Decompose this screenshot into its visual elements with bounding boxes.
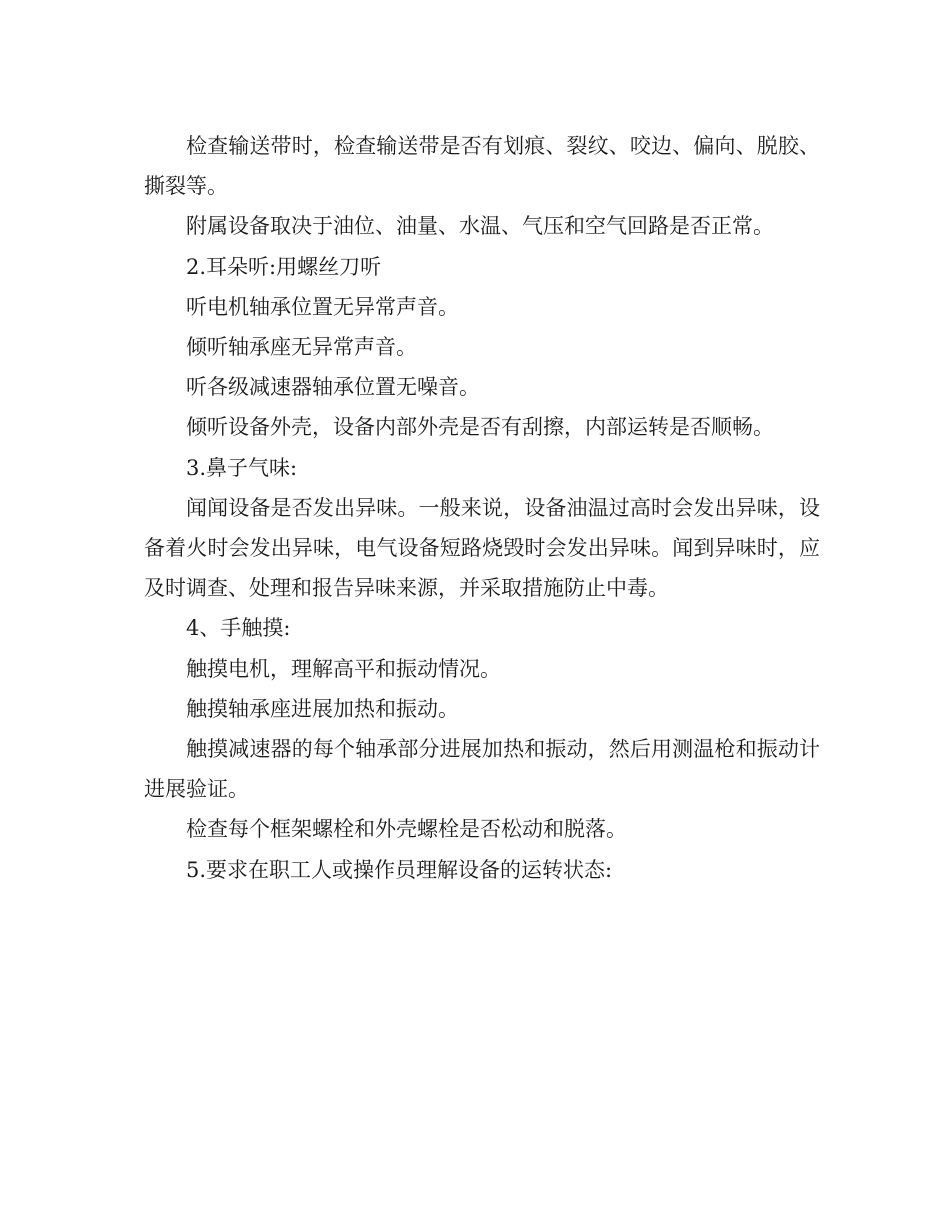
paragraph-touch-reducer: 触摸减速器的每个轴承部分进展加热和振动，然后用测温枪和振动计进展验证。 (144, 737, 820, 802)
heading-hand-touch: 4、手触摸: (186, 616, 291, 641)
paragraph-housing-listen: 倾听设备外壳，设备内部外壳是否有刮擦，内部运转是否顺畅。 (186, 415, 774, 440)
paragraph-auxiliary-equipment: 附属设备取决于油位、油量、水温、气压和空气回路是否正常。 (186, 214, 774, 239)
paragraph-reducer-bearing-noise: 听各级减速器轴承位置无噪音。 (186, 375, 480, 400)
heading-ear-listen: 2.耳朵听:用螺丝刀听 (186, 254, 382, 279)
heading-nose-smell: 3.鼻子气味: (186, 455, 298, 480)
heading-operator-status: 5.要求在职工人或操作员理解设备的运转状态: (186, 857, 613, 882)
paragraph-check-bolts: 检查每个框架螺栓和外壳螺栓是否松动和脱落。 (186, 817, 627, 842)
paragraph-smell-odor: 闻闻设备是否发出异味。一般来说，设备油温过高时会发出异味，设备着火时会发出异味，电气设备短路烧毁时会发出异味。闻到异味时，应及时调查、处理和报告异味来源，并采取措施防止中毒。 (144, 495, 820, 601)
paragraph-touch-motor: 触摸电机，理解高平和振动情况。 (186, 656, 501, 681)
paragraph-bearing-seat-sound: 倾听轴承座无异常声音。 (186, 335, 417, 360)
document-body (144, 126, 820, 890)
paragraph-conveyor-belt-check: 检查输送带时，检查输送带是否有划痕、裂纹、咬边、偏向、脱胶、撕裂等。 (144, 134, 820, 199)
paragraph-touch-bearing-seat: 触摸轴承座进展加热和振动。 (186, 696, 459, 721)
paragraph-motor-bearing-sound: 听电机轴承位置无异常声音。 (186, 294, 459, 319)
